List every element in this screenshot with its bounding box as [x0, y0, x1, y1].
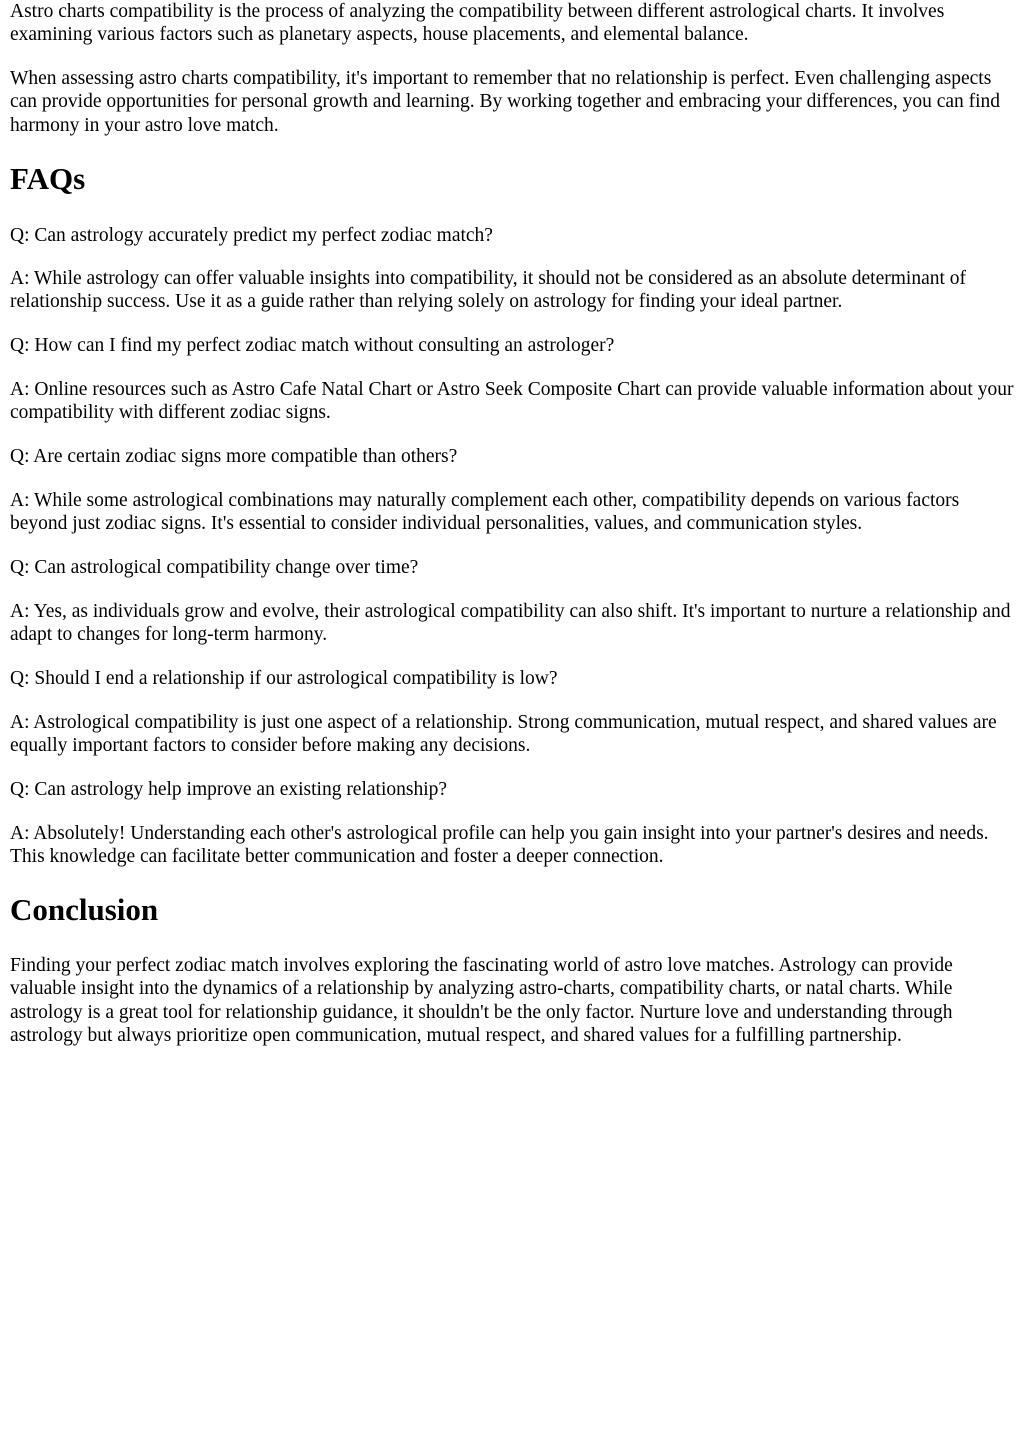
faq-question: Q: Should I end a relationship if our astrological compatibility is low? — [10, 668, 558, 689]
intro-paragraph: Astro charts compatibility is the process of analyzing the compatibility between different astrological charts. It involves examining various factors such as planetary aspects, house placements, and elemental balance. — [10, 1, 945, 46]
intro-paragraph: When assessing astro charts compatibility, it's important to remember that no relationship is perfect. Even challenging aspects can provide opportunities for personal growth and learning. By working together and embracing your differences, you can find harmony in your astro love match. — [10, 68, 1001, 136]
conclusion-paragraph: Finding your perfect zodiac match involves exploring the fascinating world of astro love matches. Astrology can provide valuable insight into the dynamics of a relationship by analyzing astro-charts, compatibility charts, or natal charts. While astrology is a great tool for relationship guidance, it shouldn't be the only factor. Nurture love and understanding through astrology but always prioritize open communication, mutual respect, and shared values for a fulfilling partnership. — [10, 955, 953, 1046]
faq-answer: A: Online resources such as Astro Cafe Natal Chart or Astro Seek Composite Chart can provide valuable information about your compatibility with different zodiac signs. — [10, 379, 1014, 424]
faq-question: Q: Can astrology accurately predict my perfect zodiac match? — [10, 225, 493, 246]
faqs-heading: FAQs — [10, 161, 86, 196]
faq-question: Q: Are certain zodiac signs more compatible than others? — [10, 446, 458, 467]
faq-answer: A: While astrology can offer valuable insights into compatibility, it should not be considered as an absolute determinant of relationship success. Use it as a guide rather than relying solely on astrology for finding your ideal partner. — [10, 268, 967, 313]
faq-answer: A: Astrological compatibility is just one aspect of a relationship. Strong communication, mutual respect, and shared values are equally important factors to consider before making any decisions. — [10, 712, 997, 757]
faq-question: Q: Can astrology help improve an existing relationship? — [10, 779, 448, 800]
faq-answer: A: While some astrological combinations may naturally complement each other, compatibility depends on various factors beyond just zodiac signs. It's essential to consider individual personalities, values, and communication styles. — [10, 490, 960, 535]
faq-answer: A: Absolutely! Understanding each other's astrological profile can help you gain insight into your partner's desires and needs. This knowledge can facilitate better communication and foster a deeper connection. — [10, 823, 989, 868]
faq-question: Q: Can astrological compatibility change over time? — [10, 557, 419, 578]
faq-answer: A: Yes, as individuals grow and evolve, their astrological compatibility can also shift. It's important to nurture a relationship and adapt to changes for long-term harmony. — [10, 601, 1011, 646]
conclusion-heading: Conclusion — [10, 892, 159, 927]
faq-question: Q: How can I find my perfect zodiac match without consulting an astrologer? — [10, 335, 615, 356]
